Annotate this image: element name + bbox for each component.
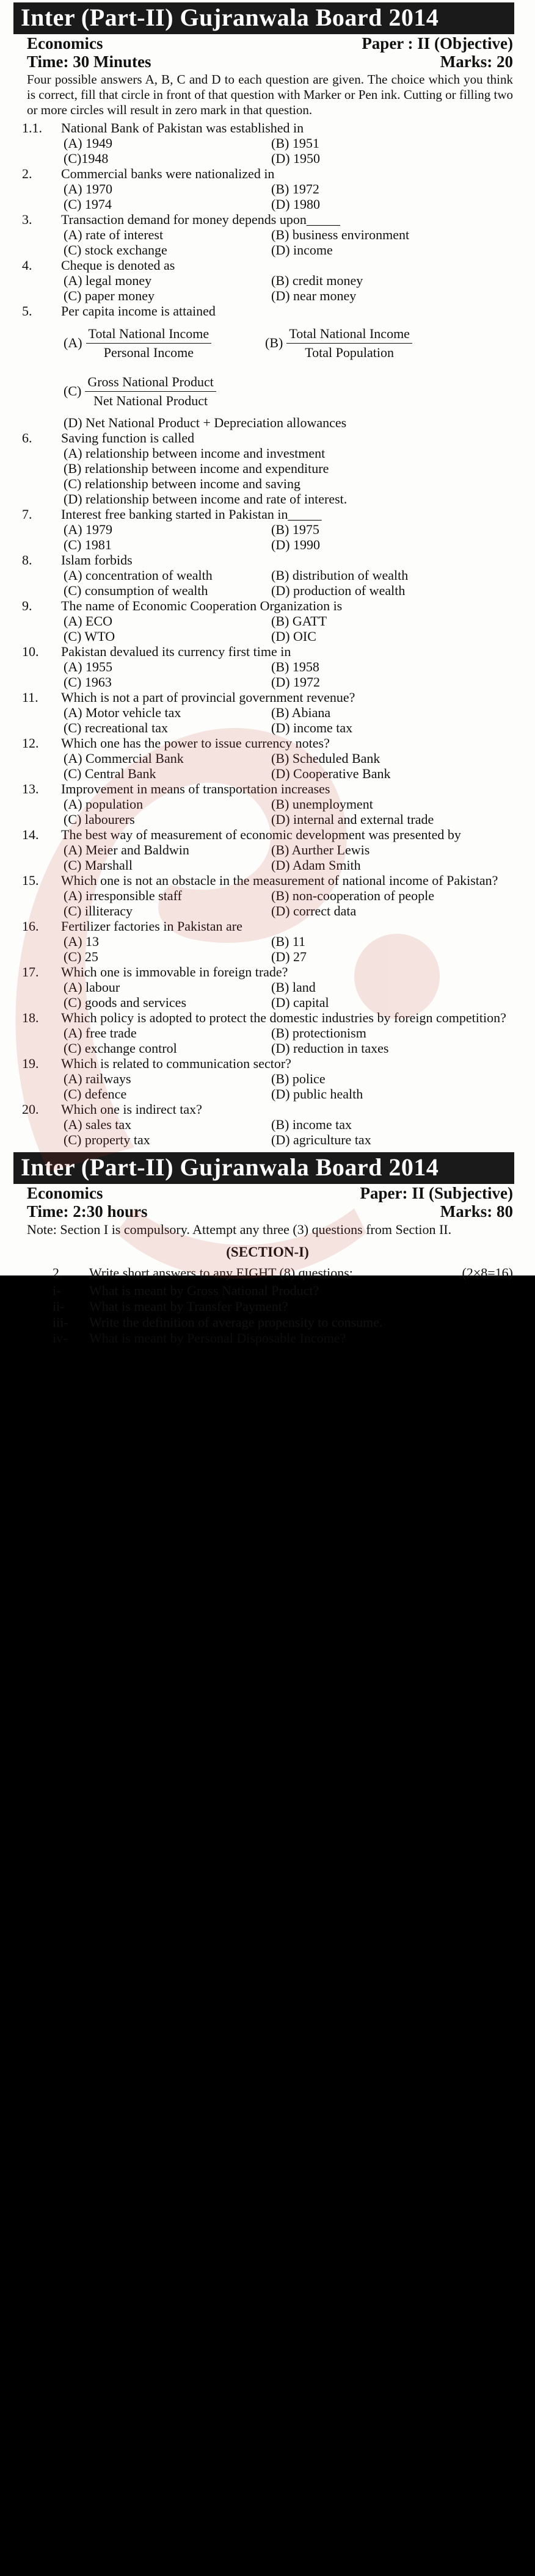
options-grid [64, 1117, 535, 1147]
option-a: (A) relationship between income and investment [64, 446, 326, 461]
questions-7-20 [0, 507, 535, 1147]
question-number: 20. [22, 1102, 39, 1117]
option-d: (D) Adam Smith [271, 857, 361, 873]
option-a: (A) legal money [64, 273, 152, 288]
option-a: (A) Motor vehicle tax [64, 705, 181, 720]
question-line [0, 735, 511, 751]
question-number: 7. [22, 507, 32, 522]
question-text: Which is related to communication sector? [61, 1056, 291, 1071]
options-grid [64, 980, 535, 1010]
question-line [0, 827, 511, 842]
option-a: (A) population [64, 796, 144, 812]
question-line [0, 1010, 511, 1025]
q5-option-c [64, 367, 535, 415]
question-line [0, 507, 511, 522]
short-question-text: What is meant by Transfer Payment? [89, 1299, 288, 1314]
options-grid [64, 888, 535, 918]
question-item [0, 507, 511, 522]
option-d: (D) agriculture tax [271, 1132, 371, 1147]
options-grid [64, 751, 535, 781]
option-b-denominator: Total Population [305, 344, 394, 360]
option-c: (C) labourers [64, 812, 135, 827]
question-item [0, 644, 511, 659]
option-c: (C) WTO [64, 629, 115, 644]
subject-label: Economics [27, 34, 103, 52]
options-grid [64, 842, 535, 873]
option-c: (C) Marshall [64, 857, 133, 873]
option-d: (D) 27 [271, 949, 307, 964]
question-number: 4. [22, 258, 32, 273]
option-b: (B) GATT [271, 613, 327, 629]
question-line [0, 873, 511, 888]
option-b: (B) income tax [271, 1117, 352, 1132]
option-a-label: (A) [64, 335, 82, 350]
option-a-numerator: Total National Income [86, 326, 212, 344]
subjective-subject-row [27, 1184, 513, 1202]
short-question [53, 1330, 511, 1346]
question-number: 8. [22, 552, 32, 568]
question-line [0, 1102, 511, 1117]
option-b: (B) distribution of wealth [271, 568, 409, 583]
options-grid [64, 181, 535, 212]
option-a: (A) railways [64, 1071, 131, 1086]
question-number: 2. [22, 166, 32, 181]
option-c: (C) consumption of wealth [64, 583, 208, 598]
question-number: 11. [22, 690, 38, 705]
option-d: (D) Cooperative Bank [271, 766, 391, 781]
short-question [53, 1299, 511, 1315]
option-b: (B) 1951 [271, 135, 319, 151]
question-text: Islam forbids [61, 552, 133, 568]
option-b: (B) non-cooperation of people [271, 888, 434, 903]
subject-label: Economics [27, 1184, 103, 1202]
option-c: (C)1948 [64, 151, 109, 166]
short-question-number: iii- [53, 1315, 68, 1330]
short-question [53, 1283, 511, 1299]
option-c: (C) illiteracy [64, 903, 133, 918]
option-c-label: (C) [64, 383, 82, 399]
question-item [0, 120, 511, 135]
options-grid [64, 705, 535, 735]
question-item [0, 873, 511, 888]
option-c-denominator: Net National Product [93, 392, 208, 408]
question-number: 13. [22, 781, 39, 796]
option-a: (A) concentration of wealth [64, 568, 213, 583]
option-b: (B) police [271, 1071, 326, 1086]
options-grid [64, 1071, 535, 1102]
question-item [0, 918, 511, 934]
question-text: Which one is immovable in foreign trade? [61, 964, 288, 980]
question-line [0, 552, 511, 568]
options-grid [64, 796, 535, 827]
option-b: (B) 1958 [271, 659, 319, 674]
question-text: Which is not a part of provincial government revenue? [61, 690, 355, 705]
option-a: (A) irresponsible staff [64, 888, 182, 903]
option-c: (C) 1974 [64, 197, 112, 212]
question-text: Improvement in means of transportation increases [61, 781, 330, 796]
question-line [0, 644, 511, 659]
question-line [0, 166, 511, 181]
option-c: (C) property tax [64, 1132, 150, 1147]
option-c: (C) 1981 [64, 537, 112, 552]
question-text: Transaction demand for money depends upon_____ [61, 212, 340, 227]
question-number: 3. [22, 212, 32, 227]
question-number: 19. [22, 1056, 39, 1071]
option-d: (D) relationship between income and rate of interest. [64, 491, 348, 507]
time-label: Time: 2:30 hours [27, 1202, 148, 1221]
option-b: (B) Abiana [271, 705, 331, 720]
option-c: (C) paper money [64, 288, 155, 303]
question-text: Commercial banks were nationalized in [61, 166, 275, 181]
short-question-text: What is meant by Personal Disposable Income? [89, 1330, 346, 1346]
paper-label: Paper : II (Objective) [362, 34, 513, 52]
question-text: Per capita income is attained [61, 303, 216, 319]
option-a: (A) 1979 [64, 522, 113, 537]
question-line [0, 964, 511, 980]
option-c: (C) defence [64, 1086, 127, 1102]
short-question-number: iv- [53, 1330, 68, 1346]
options-grid [64, 273, 535, 303]
option-a: (A) 1949 [64, 135, 113, 151]
question-line [0, 918, 511, 934]
short-question-number: ii- [53, 1299, 65, 1314]
option-b: (B) unemployment [271, 796, 373, 812]
question-line [0, 781, 511, 796]
option-d: (D) 1972 [271, 674, 321, 690]
option-b: (B) business environment [271, 227, 410, 242]
short-question [53, 1315, 511, 1330]
objective-subject-row [27, 34, 513, 52]
option-d: (D) near money [271, 288, 357, 303]
option-b: (B) 1972 [271, 181, 319, 197]
options-grid [64, 613, 535, 644]
question-item [0, 166, 511, 181]
question-item [0, 552, 511, 568]
option-d: (D) capital [271, 995, 329, 1010]
question-text: The best way of measurement of economic development was presented by [61, 827, 461, 842]
question-item [0, 1056, 511, 1071]
question-text: Saving function is called [61, 430, 195, 446]
question-item [0, 964, 511, 980]
marks-label: Marks: 80 [440, 1202, 513, 1221]
option-c: (C) goods and services [64, 995, 187, 1010]
option-d: (D) reduction in taxes [271, 1041, 389, 1056]
marks-label: Marks: 20 [440, 52, 513, 71]
options-grid [64, 568, 535, 598]
options-grid [64, 522, 535, 552]
option-a: (A) 1970 [64, 181, 113, 197]
option-d: (D) production of wealth [271, 583, 406, 598]
question-marks: (2×8=16) [462, 1265, 513, 1280]
question-number: 5. [22, 303, 32, 319]
option-a: (A) 1955 [64, 659, 113, 674]
question-number: 15. [22, 873, 39, 888]
option-a: (A) Commercial Bank [64, 751, 184, 766]
question-item [0, 212, 511, 227]
option-d: (D) 1980 [271, 197, 321, 212]
option-c: (C) exchange control [64, 1041, 177, 1056]
option-b: (B) credit money [271, 273, 363, 288]
question-number: 16. [22, 918, 39, 934]
question-item [0, 735, 511, 751]
option-b: (B) relationship between income and expenditure [64, 461, 329, 476]
option-c: (C) 25 [64, 949, 98, 964]
short-question-text: Write the definition of average propensity to consume. [89, 1315, 383, 1330]
options-grid [64, 227, 535, 258]
options-grid [64, 1025, 535, 1056]
question-number: 17. [22, 964, 39, 980]
question-6 [0, 430, 511, 446]
option-a: (A) Meier and Baldwin [64, 842, 189, 857]
question-item [0, 1102, 511, 1117]
question-line [0, 690, 511, 705]
question-line [0, 258, 511, 273]
short-question-text: What is meant by Gross National Product? [89, 1283, 319, 1298]
question-item [0, 827, 511, 842]
question-text: Cheque is denoted as [61, 258, 175, 273]
question-number: 9. [22, 598, 32, 613]
question-text: National Bank of Pakistan was established in [61, 120, 304, 135]
question-item [0, 598, 511, 613]
option-c: (C) 1963 [64, 674, 112, 690]
questions-1-4 [0, 120, 535, 303]
instructions: Four possible answers A, B, C and D to each question are given. The choice which you think is correct, fill that circle in front of that question with Marker or Pen ink. Cutting or filling two or more circles will result in zero mark in that question. [27, 72, 513, 117]
question-text: Fertilizer factories in Pakistan are [61, 918, 242, 934]
time-label: Time: 30 Minutes [27, 52, 151, 71]
question-text: Which one is not an obstacle in the measurement of national income of Pakistan? [61, 873, 498, 888]
option-d: (D) correct data [271, 903, 357, 918]
option-a: (A) 13 [64, 934, 100, 949]
q5-option-d: (D) Net National Product + Depreciation allowances [64, 415, 347, 430]
question-text: Which policy is adopted to protect the domestic industries by foreign competition? [61, 1010, 506, 1025]
options-grid [64, 659, 535, 690]
question-number: 18. [22, 1010, 39, 1025]
question-text: Interest free banking started in Pakistan in_____ [61, 507, 322, 522]
question-line [0, 1056, 511, 1071]
subjective-banner: Inter (Part-II) Gujranwala Board 2014 [13, 1152, 514, 1184]
option-a: (A) sales tax [64, 1117, 132, 1132]
option-c-numerator: Gross National Product [85, 374, 216, 392]
option-b: (B) Scheduled Bank [271, 751, 380, 766]
short-questions-list [53, 1283, 511, 1346]
option-c-fraction [85, 374, 216, 409]
option-d: (D) 1950 [271, 151, 321, 166]
objective-banner: Inter (Part-II) Gujranwala Board 2014 [13, 2, 514, 34]
question-number: 12. [22, 735, 39, 751]
question-2-header [53, 1265, 513, 1282]
question-item [0, 1010, 511, 1025]
short-question-number: i- [53, 1283, 61, 1298]
option-d: (D) public health [271, 1086, 363, 1102]
option-c: (C) recreational tax [64, 720, 169, 735]
options-grid [64, 934, 535, 964]
question-item [0, 690, 511, 705]
option-d: (D) internal and external trade [271, 812, 434, 827]
question-number: 2. [53, 1265, 63, 1280]
question-item [0, 781, 511, 796]
question-5 [0, 303, 511, 319]
subjective-note: Note: Section I is compulsory. Attempt any three (3) questions from Section II. [27, 1222, 452, 1237]
section-heading: (SECTION-I) [226, 1244, 309, 1260]
question-text: Write short answers to any EIGHT (8) questions: [89, 1265, 353, 1280]
options-grid [64, 135, 535, 166]
question-text: The name of Economic Cooperation Organization is [61, 598, 343, 613]
paper-label: Paper: II (Subjective) [360, 1184, 513, 1202]
question-text: Which one is indirect tax? [61, 1102, 202, 1117]
option-c: (C) stock exchange [64, 242, 167, 258]
option-b: (B) land [271, 980, 316, 995]
question-number: 1.1. [22, 120, 42, 135]
question-text: Pakistan devalued its currency first time in [61, 644, 291, 659]
q6-options [0, 446, 535, 507]
option-a: (A) labour [64, 980, 120, 995]
subjective-time-row [27, 1202, 513, 1221]
option-a-fraction [86, 326, 212, 361]
question-line [0, 120, 511, 135]
question-number: 14. [22, 827, 39, 842]
option-a: (A) ECO [64, 613, 113, 629]
question-line [0, 212, 511, 227]
option-a-denominator: Personal Income [103, 344, 194, 360]
option-b: (B) protectionism [271, 1025, 366, 1041]
question-number: 10. [22, 644, 39, 659]
option-b: (B) 11 [271, 934, 306, 949]
question-item [0, 258, 511, 273]
question-number: 6. [22, 430, 32, 446]
option-c: (C) relationship between income and saving [64, 476, 300, 491]
option-a: (A) free trade [64, 1025, 137, 1041]
option-b-numerator: Total National Income [286, 326, 412, 344]
option-b: (B) 1975 [271, 522, 319, 537]
option-b-fraction [286, 326, 412, 361]
option-b-label: (B) [265, 335, 283, 350]
q5-options-ab [64, 319, 535, 367]
question-line [0, 598, 511, 613]
option-d: (D) income tax [271, 720, 353, 735]
question-text: Which one has the power to issue currency notes? [61, 735, 330, 751]
option-a: (A) rate of interest [64, 227, 164, 242]
option-b: (B) Aurther Lewis [271, 842, 370, 857]
option-d: (D) income [271, 242, 333, 258]
objective-time-row [27, 52, 513, 71]
option-d: (D) OIC [271, 629, 316, 644]
option-d: (D) 1990 [271, 537, 321, 552]
option-c: (C) Central Bank [64, 766, 156, 781]
